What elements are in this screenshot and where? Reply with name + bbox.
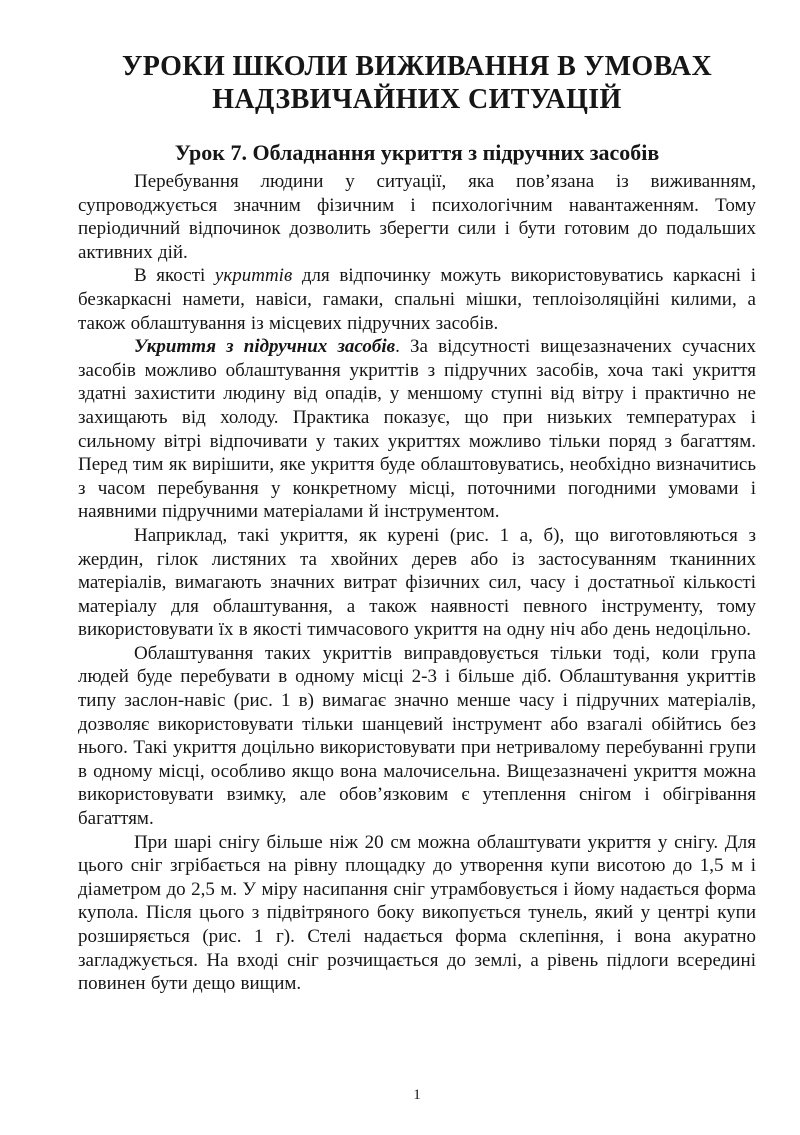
paragraph-2-emphasis: укриттів bbox=[214, 265, 293, 287]
paragraph-5 bbox=[78, 642, 756, 831]
paragraph-3-emphasis: Укриття з підручних засобів bbox=[134, 336, 396, 358]
paragraph-5-text: Облаштування таких укриттів виправдовується тільки тоді, коли група людей буде перебувати в одному місці 2-3 і більше діб. Облаштування укриттів типу заслон-навіс (рис. 1 в) вимагає значно менше часу і підручних матеріалів, дозволяє використовувати тільки шанцевий інструмент або взагалі обійтись без нього. Такі укриття доцільно використовувати при нетривалому перебуванні групи в одному місці, особливо якщо вона малочисельна. Вищезазначені укриття можна використовувати взимку, але обов’язковим є утеплення снігом і обігрівання багаттям. bbox=[78, 642, 756, 830]
paragraph-4 bbox=[78, 524, 756, 642]
paragraph-2-text: В якості bbox=[134, 265, 215, 287]
title-line-1: УРОКИ ШКОЛИ ВИЖИВАННЯ В УМОВАХ bbox=[121, 51, 713, 82]
paragraph-1 bbox=[78, 170, 756, 264]
paragraph-6-text: При шарі снігу більше ніж 20 см можна облаштувати укриття у снігу. Для цього сніг згрібається на рівну площадку до утворення купи висотою до 1,5 м і діаметром до 2,5 м. У міру насипання сніг утрамбовується і йому надається форма купола. Після цього з підвітряного боку викопується тунель, який у центрі купи розширяється (рис. 1 г). Стелі надається форма склепіння, і вона акуратно загладжується. На вході сніг розчищається до землі, а рівень підлоги всередині повинен бути дещо вищим. bbox=[78, 831, 756, 995]
document-title bbox=[78, 50, 756, 116]
page-number: 1 bbox=[413, 1087, 421, 1103]
paragraph-2-text-after: для відпочинку можуть використовуватись каркасні і безкаркасні намети, навіси, гамаки, спальні мішки, теплоізоляційні килими, а також облаштування із місцевих підручних засобів. bbox=[78, 265, 756, 334]
paragraph-3-text-after: . За відсутності вищезазначених сучасних засобів можливо облаштування укриттів з підручних засобів, хоча такі укриття здатні захистити людину від опадів, у меншому ступні від вітру і практично не захищають від холоду. Практика показує, що при низьких температурах і сильному вітрі відпочивати у таких укриттях можливо тільки поряд з багаттям. Перед тим як вирішити, яке укриття буде облаштовуватись, необхідно визначитись з часом перебування у конкретному місці, поточними погодними умовами і наявними підручними матеріалами й інструментом. bbox=[78, 336, 756, 523]
paragraph-2 bbox=[78, 264, 756, 335]
paragraph-6 bbox=[78, 831, 756, 996]
lesson-heading: Урок 7. Обладнання укриття з підручних засобів bbox=[174, 140, 660, 165]
title-line-2: НАДЗВИЧАЙНИХ СИТУАЦІЙ bbox=[212, 84, 622, 115]
paragraph-4-text: Наприклад, такі укриття, як курені (рис. 1 а, б), що виготовляються з жердин, гілок листяних та хвойних дерев або із застосуванням тканинних матеріалів, вимагають значних витрат фізичних сил, часу і достатньої кількості матеріалу для облаштування, а також наявності певного інструменту, тому використовувати їх в якості тимчасового укриття на одну ніч або день недоцільно. bbox=[78, 524, 756, 641]
paragraph-1-text: Перебування людини у ситуації, яка пов’язана із виживанням, супроводжується значним фізичним і психологічним навантаженням. Тому періодичний відпочинок дозволить зберегти сили і бути готовим до подальших активних дій. bbox=[78, 171, 756, 263]
paragraph-3 bbox=[78, 335, 756, 524]
